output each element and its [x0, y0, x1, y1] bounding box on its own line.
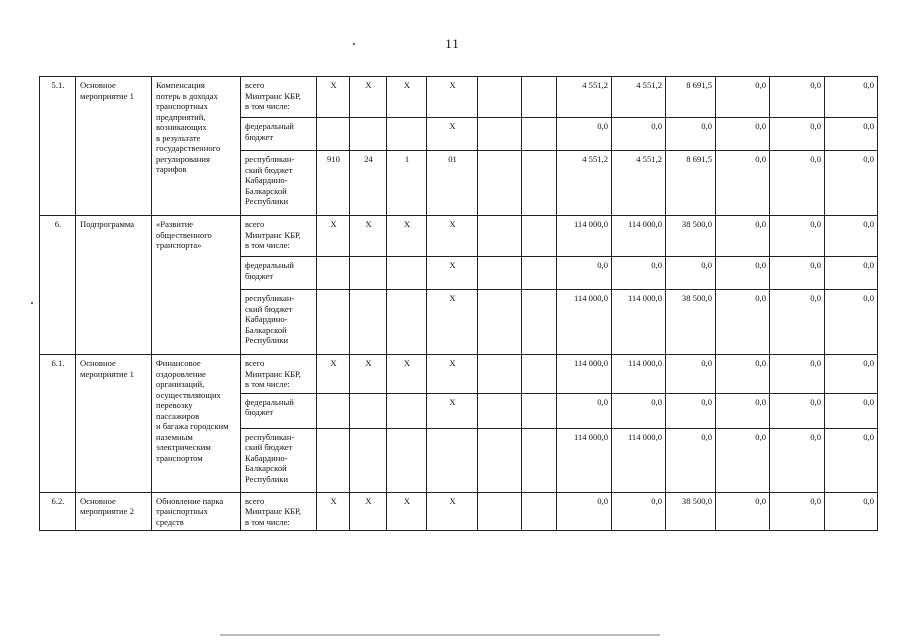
value-2014: 4 551,2 — [557, 151, 612, 216]
value-2018: 0,0 — [770, 428, 825, 492]
admin-code — [317, 118, 350, 151]
program-code: Х — [427, 492, 478, 531]
value-2014: 114 000,0 — [557, 355, 612, 394]
program-code: 01 — [427, 151, 478, 216]
value-2019: 0,0 — [825, 393, 878, 428]
row-title: Обновление парка транспортных средств — [152, 492, 241, 531]
subsection-code — [387, 393, 427, 428]
section-code — [350, 393, 387, 428]
value-2016: 38 500,0 — [666, 492, 716, 531]
value-2015: 0,0 — [612, 492, 666, 531]
program-code: Х — [427, 216, 478, 257]
section-code — [350, 257, 387, 290]
value-2018: 0,0 — [770, 290, 825, 355]
funding-source: всего Минтранс КБР, в том числе: — [241, 77, 317, 118]
admin-code — [317, 257, 350, 290]
extra-code — [522, 355, 557, 394]
value-2018: 0,0 — [770, 393, 825, 428]
value-2016: 8 691,5 — [666, 77, 716, 118]
value-2015: 4 551,2 — [612, 77, 666, 118]
value-2018: 0,0 — [770, 151, 825, 216]
value-2017: 0,0 — [716, 428, 770, 492]
value-2015: 114 000,0 — [612, 290, 666, 355]
scan-speck — [353, 43, 355, 45]
value-2014: 114 000,0 — [557, 428, 612, 492]
value-2018: 0,0 — [770, 257, 825, 290]
admin-code: Х — [317, 216, 350, 257]
table-row — [40, 355, 878, 394]
row-number: 5.1. — [40, 77, 76, 216]
expense-type — [478, 492, 522, 531]
value-2016: 38 500,0 — [666, 290, 716, 355]
value-2017: 0,0 — [716, 290, 770, 355]
extra-code — [522, 492, 557, 531]
value-2016: 38 500,0 — [666, 216, 716, 257]
subsection-code: 1 — [387, 151, 427, 216]
page-number: 11 — [445, 36, 460, 51]
extra-code — [522, 77, 557, 118]
expense-type — [478, 355, 522, 394]
section-code: Х — [350, 77, 387, 118]
row-title: Финансовое оздоровление организаций, осуществляющих перевозку пассажиров и багажа городским наземным электрическим транспортом — [152, 355, 241, 493]
subsection-code: Х — [387, 216, 427, 257]
expense-type — [478, 77, 522, 118]
value-2015: 114 000,0 — [612, 428, 666, 492]
funding-source: федеральный бюджет — [241, 118, 317, 151]
value-2017: 0,0 — [716, 492, 770, 531]
value-2018: 0,0 — [770, 355, 825, 394]
scan-speck — [31, 302, 33, 304]
subsection-code: Х — [387, 355, 427, 394]
row-title: Компенсация потерь в доходах транспортных предприятий, возникающих в результате государственного регулирования тарифов — [152, 77, 241, 216]
program-code: Х — [427, 77, 478, 118]
value-2016: 0,0 — [666, 393, 716, 428]
value-2015: 114 000,0 — [612, 355, 666, 394]
row-status: Основное мероприятие 2 — [76, 492, 152, 531]
funding-source: республикан- ский бюджет Кабардино- Балкарской Республики — [241, 151, 317, 216]
admin-code: Х — [317, 355, 350, 394]
value-2014: 0,0 — [557, 257, 612, 290]
program-code: Х — [427, 393, 478, 428]
value-2019: 0,0 — [825, 290, 878, 355]
funding-source: всего Минтранс КБР, в том числе: — [241, 216, 317, 257]
row-number: 6.2. — [40, 492, 76, 531]
row-number: 6.1. — [40, 355, 76, 493]
value-2019: 0,0 — [825, 492, 878, 531]
row-status: Основное мероприятие 1 — [76, 355, 152, 493]
value-2015: 0,0 — [612, 393, 666, 428]
value-2019: 0,0 — [825, 257, 878, 290]
subsection-code — [387, 257, 427, 290]
section-code — [350, 118, 387, 151]
value-2018: 0,0 — [770, 492, 825, 531]
value-2017: 0,0 — [716, 393, 770, 428]
subsection-code — [387, 118, 427, 151]
program-code: Х — [427, 355, 478, 394]
section-code: Х — [350, 355, 387, 394]
value-2019: 0,0 — [825, 118, 878, 151]
funding-source: федеральный бюджет — [241, 393, 317, 428]
expense-type — [478, 151, 522, 216]
section-code: Х — [350, 216, 387, 257]
expense-type — [478, 216, 522, 257]
table-row — [40, 216, 878, 257]
extra-code — [522, 290, 557, 355]
subsection-code: Х — [387, 77, 427, 118]
extra-code — [522, 257, 557, 290]
program-code: Х — [427, 118, 478, 151]
program-code: Х — [427, 290, 478, 355]
funding-source: республикан- ский бюджет Кабардино- Балкарской Республики — [241, 290, 317, 355]
value-2019: 0,0 — [825, 216, 878, 257]
funding-source: всего Минтранс КБР, в том числе: — [241, 355, 317, 394]
admin-code — [317, 428, 350, 492]
subsection-code: Х — [387, 492, 427, 531]
value-2014: 0,0 — [557, 492, 612, 531]
value-2019: 0,0 — [825, 151, 878, 216]
extra-code — [522, 216, 557, 257]
expense-type — [478, 290, 522, 355]
section-code: Х — [350, 492, 387, 531]
table-row — [40, 77, 878, 118]
admin-code: Х — [317, 492, 350, 531]
extra-code — [522, 151, 557, 216]
value-2018: 0,0 — [770, 118, 825, 151]
value-2018: 0,0 — [770, 216, 825, 257]
value-2015: 0,0 — [612, 257, 666, 290]
row-title: «Развитие общественного транспорта» — [152, 216, 241, 355]
admin-code: 910 — [317, 151, 350, 216]
value-2017: 0,0 — [716, 355, 770, 394]
value-2015: 0,0 — [612, 118, 666, 151]
value-2016: 8 691,5 — [666, 151, 716, 216]
value-2019: 0,0 — [825, 428, 878, 492]
value-2016: 0,0 — [666, 428, 716, 492]
program-code: Х — [427, 257, 478, 290]
value-2018: 0,0 — [770, 77, 825, 118]
value-2017: 0,0 — [716, 118, 770, 151]
section-code — [350, 290, 387, 355]
value-2017: 0,0 — [716, 151, 770, 216]
expense-type — [478, 257, 522, 290]
value-2017: 0,0 — [716, 216, 770, 257]
value-2015: 114 000,0 — [612, 216, 666, 257]
value-2014: 114 000,0 — [557, 290, 612, 355]
section-code — [350, 428, 387, 492]
funding-source: республикан- ский бюджет Кабардино- Балкарской Республики — [241, 428, 317, 492]
expense-type — [478, 393, 522, 428]
expense-type — [478, 118, 522, 151]
value-2019: 0,0 — [825, 355, 878, 394]
expense-type — [478, 428, 522, 492]
row-number: 6. — [40, 216, 76, 355]
subsection-code — [387, 290, 427, 355]
value-2016: 0,0 — [666, 355, 716, 394]
value-2015: 4 551,2 — [612, 151, 666, 216]
extra-code — [522, 393, 557, 428]
section-code: 24 — [350, 151, 387, 216]
value-2016: 0,0 — [666, 118, 716, 151]
value-2019: 0,0 — [825, 77, 878, 118]
funding-source: всего Минтранс КБР, в том числе: — [241, 492, 317, 531]
value-2014: 0,0 — [557, 118, 612, 151]
value-2014: 0,0 — [557, 393, 612, 428]
table-row — [40, 492, 878, 531]
funding-source: федеральный бюджет — [241, 257, 317, 290]
extra-code — [522, 118, 557, 151]
bottom-rule — [220, 634, 660, 636]
row-status: Основное мероприятие 1 — [76, 77, 152, 216]
value-2016: 0,0 — [666, 257, 716, 290]
value-2014: 4 551,2 — [557, 77, 612, 118]
value-2017: 0,0 — [716, 257, 770, 290]
admin-code — [317, 393, 350, 428]
value-2017: 0,0 — [716, 77, 770, 118]
program-code — [427, 428, 478, 492]
value-2014: 114 000,0 — [557, 216, 612, 257]
subsection-code — [387, 428, 427, 492]
admin-code: Х — [317, 77, 350, 118]
admin-code — [317, 290, 350, 355]
budget-table — [39, 76, 878, 531]
row-status: Подпрограмма — [76, 216, 152, 355]
extra-code — [522, 428, 557, 492]
